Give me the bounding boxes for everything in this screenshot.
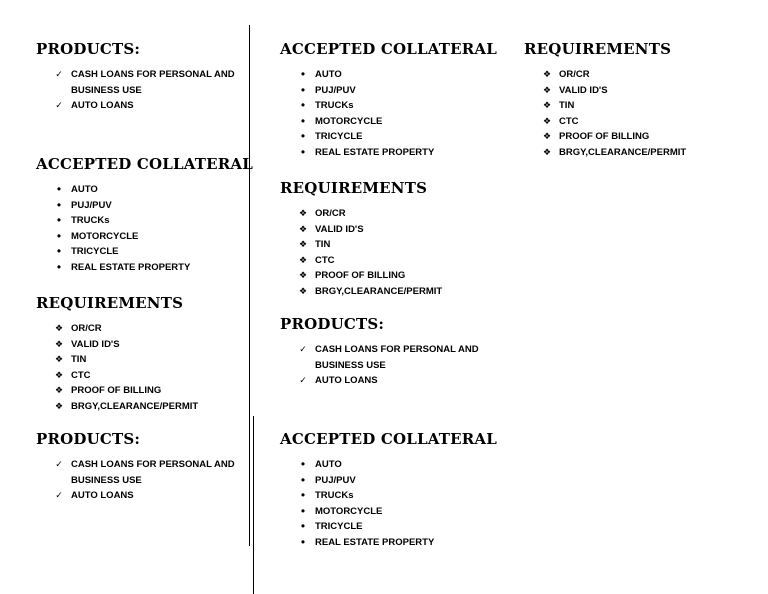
bullet-icon: • bbox=[56, 259, 62, 274]
bullet-icon: • bbox=[56, 182, 62, 196]
list-item: • AUTO bbox=[280, 67, 497, 83]
list-item: • MOTORCYCLE bbox=[280, 504, 497, 520]
list-item: • MOTORCYCLE bbox=[280, 114, 497, 130]
bullet-icon: • bbox=[300, 534, 306, 549]
column-divider-top bbox=[249, 25, 250, 546]
diamond-bullet-icon: ❖ bbox=[542, 69, 552, 79]
list-item: • TRICYCLE bbox=[36, 244, 253, 260]
requirements-heading: REQUIREMENTS bbox=[280, 179, 428, 197]
diamond-bullet-icon: ❖ bbox=[298, 254, 308, 265]
products-list bbox=[280, 342, 479, 389]
diamond-bullet-icon: ❖ bbox=[54, 400, 64, 411]
list-item: ❖ PROOF OF BILLING bbox=[36, 383, 198, 399]
list-item: ✓ CASH LOANS FOR PERSONAL AND bbox=[36, 457, 235, 473]
bullet-icon: • bbox=[300, 98, 306, 112]
products-heading: PRODUCTS: bbox=[280, 315, 385, 333]
list-item: ❖ OR/CR bbox=[280, 206, 442, 222]
check-icon: ✓ bbox=[299, 375, 307, 385]
products-section bbox=[36, 430, 235, 504]
diamond-bullet-icon: ❖ bbox=[298, 208, 308, 218]
collateral-heading: ACCEPTED COLLATERAL bbox=[280, 430, 498, 448]
check-icon: ✓ bbox=[55, 459, 63, 469]
diamond-bullet-icon: ❖ bbox=[298, 223, 308, 234]
bullet-icon: • bbox=[300, 472, 306, 487]
requirements-heading: REQUIREMENTS bbox=[524, 40, 672, 58]
bullet-icon: • bbox=[300, 67, 306, 81]
diamond-bullet-icon: ❖ bbox=[298, 285, 308, 296]
diamond-bullet-icon: ❖ bbox=[298, 270, 308, 280]
collateral-section bbox=[280, 40, 497, 160]
bullet-icon: • bbox=[300, 82, 306, 97]
bullet-icon: • bbox=[300, 519, 306, 533]
bullet-icon: • bbox=[300, 113, 306, 128]
diamond-bullet-icon: ❖ bbox=[54, 369, 64, 380]
list-item: • PUJ/PUV bbox=[280, 473, 497, 489]
list-item: ❖ CTC bbox=[524, 114, 686, 130]
diamond-bullet-icon: ❖ bbox=[542, 131, 552, 141]
bullet-icon: • bbox=[300, 503, 306, 518]
products-section bbox=[36, 40, 235, 114]
list-item: • REAL ESTATE PROPERTY bbox=[36, 260, 253, 276]
list-item: ❖ TIN bbox=[280, 237, 442, 253]
diamond-bullet-icon: ❖ bbox=[542, 115, 552, 126]
list-item: • AUTO bbox=[36, 182, 253, 198]
collateral-section bbox=[280, 430, 497, 550]
products-heading: PRODUCTS: bbox=[36, 40, 141, 58]
list-item: • TRUCKs bbox=[36, 213, 253, 229]
list-item: BUSINESS USE bbox=[315, 359, 386, 371]
diamond-bullet-icon: ❖ bbox=[542, 100, 552, 110]
list-item: • PUJ/PUV bbox=[280, 83, 497, 99]
diamond-bullet-icon: ❖ bbox=[54, 385, 64, 395]
list-item: ❖ TIN bbox=[36, 352, 198, 368]
list-item: ✓ AUTO LOANS bbox=[36, 488, 235, 504]
bullet-icon: • bbox=[56, 228, 62, 243]
list-item: ❖ PROOF OF BILLING bbox=[280, 268, 442, 284]
bullet-icon: • bbox=[300, 144, 306, 159]
requirements-list bbox=[36, 321, 198, 414]
bullet-icon: • bbox=[56, 197, 62, 212]
requirements-section bbox=[524, 40, 686, 160]
list-item: ❖ VALID ID'S bbox=[524, 83, 686, 99]
list-item: • TRICYCLE bbox=[280, 519, 497, 535]
list-item: • TRICYCLE bbox=[280, 129, 497, 145]
requirements-list bbox=[524, 67, 686, 160]
bullet-icon: • bbox=[300, 457, 306, 471]
collateral-list bbox=[36, 182, 253, 275]
list-item: ❖ BRGY,CLEARANCE/PERMIT bbox=[36, 399, 198, 415]
requirements-heading: REQUIREMENTS bbox=[36, 294, 184, 312]
diamond-bullet-icon: ❖ bbox=[54, 323, 64, 333]
products-list bbox=[36, 67, 235, 114]
collateral-section bbox=[36, 155, 253, 275]
collateral-list bbox=[280, 457, 497, 550]
list-item: ❖ VALID ID'S bbox=[280, 222, 442, 238]
list-item: ❖ VALID ID'S bbox=[36, 337, 198, 353]
list-item: • REAL ESTATE PROPERTY bbox=[280, 535, 497, 551]
list-item: ✓ AUTO LOANS bbox=[280, 373, 479, 389]
list-item: BUSINESS USE bbox=[71, 474, 142, 486]
list-item: • TRUCKs bbox=[280, 98, 497, 114]
products-section bbox=[280, 315, 479, 389]
diamond-bullet-icon: ❖ bbox=[542, 84, 552, 95]
list-item: BUSINESS USE bbox=[71, 84, 142, 96]
check-icon: ✓ bbox=[55, 490, 63, 500]
list-item: • MOTORCYCLE bbox=[36, 229, 253, 245]
list-item: ✓ CASH LOANS FOR PERSONAL AND bbox=[36, 67, 235, 83]
list-item: ❖ OR/CR bbox=[36, 321, 198, 337]
list-item: • TRUCKs bbox=[280, 488, 497, 504]
requirements-section bbox=[36, 294, 198, 414]
list-item: ❖ PROOF OF BILLING bbox=[524, 129, 686, 145]
column-divider-bottom bbox=[253, 416, 254, 594]
bullet-icon: • bbox=[300, 129, 306, 143]
list-item: ✓ CASH LOANS FOR PERSONAL AND bbox=[280, 342, 479, 358]
check-icon: ✓ bbox=[55, 69, 63, 79]
collateral-heading: ACCEPTED COLLATERAL bbox=[280, 40, 498, 58]
list-item: • REAL ESTATE PROPERTY bbox=[280, 145, 497, 161]
bullet-icon: • bbox=[56, 213, 62, 227]
list-item: ❖ CTC bbox=[36, 368, 198, 384]
list-item: ✓ AUTO LOANS bbox=[36, 98, 235, 114]
diamond-bullet-icon: ❖ bbox=[54, 354, 64, 364]
list-item: • AUTO bbox=[280, 457, 497, 473]
list-item: ❖ CTC bbox=[280, 253, 442, 269]
bullet-icon: • bbox=[300, 488, 306, 502]
requirements-list bbox=[280, 206, 442, 299]
diamond-bullet-icon: ❖ bbox=[54, 338, 64, 349]
check-icon: ✓ bbox=[55, 100, 63, 110]
list-item: ❖ OR/CR bbox=[524, 67, 686, 83]
requirements-section bbox=[280, 179, 442, 299]
collateral-heading: ACCEPTED COLLATERAL bbox=[36, 155, 254, 173]
list-item: • PUJ/PUV bbox=[36, 198, 253, 214]
list-item: ❖ TIN bbox=[524, 98, 686, 114]
products-heading: PRODUCTS: bbox=[36, 430, 141, 448]
bullet-icon: • bbox=[56, 244, 62, 258]
check-icon: ✓ bbox=[299, 344, 307, 354]
products-list bbox=[36, 457, 235, 504]
diamond-bullet-icon: ❖ bbox=[298, 239, 308, 249]
diamond-bullet-icon: ❖ bbox=[542, 146, 552, 157]
collateral-list bbox=[280, 67, 497, 160]
list-item: ❖ BRGY,CLEARANCE/PERMIT bbox=[280, 284, 442, 300]
list-item: ❖ BRGY,CLEARANCE/PERMIT bbox=[524, 145, 686, 161]
